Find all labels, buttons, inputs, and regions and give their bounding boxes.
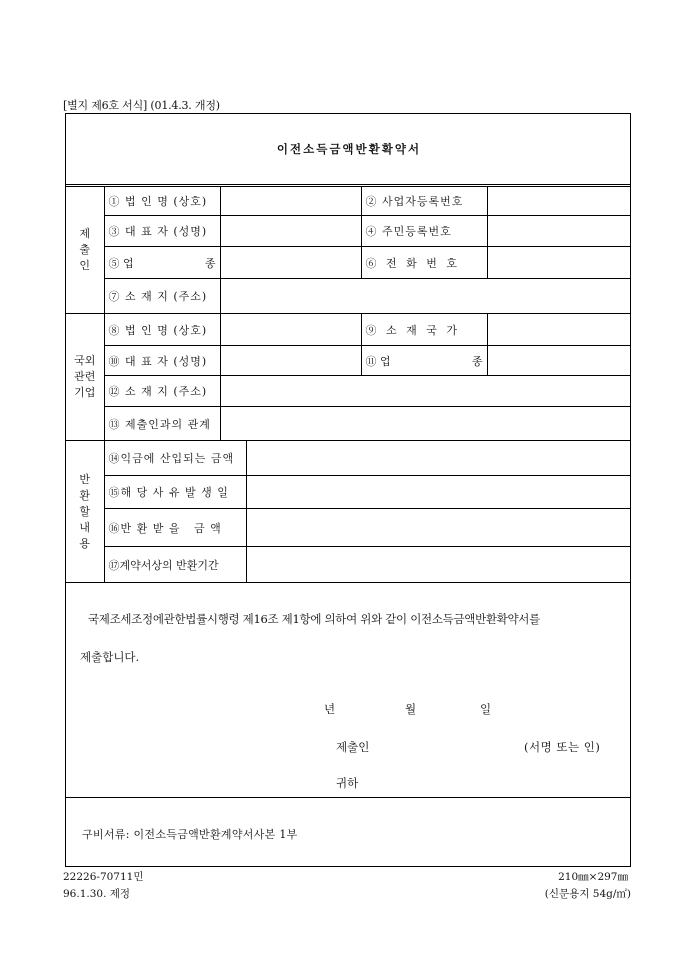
row-1 — [66, 187, 630, 216]
input-resident-number[interactable] — [487, 216, 630, 247]
input-foreign-representative[interactable] — [220, 346, 361, 376]
label-refund-amount: ⑯반 환 받 을 금 액 — [104, 509, 246, 547]
input-occurrence-date[interactable] — [246, 476, 630, 509]
input-country[interactable] — [487, 314, 630, 346]
date-day: 일 — [480, 702, 492, 716]
input-business-type[interactable] — [220, 247, 361, 279]
footer-date: 96.1.30. 제정 — [63, 888, 131, 900]
input-refund-amount[interactable] — [246, 509, 630, 547]
form-title: 이전소득금액반환확약서 — [276, 142, 422, 156]
row-2 — [66, 216, 630, 247]
row-8 — [66, 407, 630, 441]
row-11 — [66, 509, 630, 547]
label-foreign-representative: ⑩ 대 표 자 (성명) — [104, 346, 220, 376]
form-box — [65, 113, 631, 867]
label-relation: ⑬ 제출인과의 관계 — [104, 407, 220, 441]
form-header: [별지 제6호 서식] (01.4.3. 개정) — [63, 99, 220, 112]
footer-code: 22226-70711민 — [63, 871, 144, 883]
declaration-line-1: 국제조세조정에관한법률시행령 제16조 제1항에 의하여 위와 같이 이전소득금액반환확약서를 — [88, 612, 540, 626]
footer-size: 210㎜×297㎜ — [558, 871, 628, 883]
input-income-amount[interactable] — [246, 441, 630, 476]
footer-paper: (신문용지 54g/㎡) — [544, 888, 631, 900]
row-9 — [66, 441, 630, 476]
label-resident-number: ④ 주민등록번호 — [361, 216, 487, 247]
label-company-name: ① 법 인 명 (상호) — [104, 187, 220, 216]
section-refund-label: 반 환 할 내 용 — [79, 472, 91, 550]
declaration-block — [66, 585, 630, 798]
section-submitter — [66, 187, 104, 314]
section-submitter-label: 제 출 인 — [79, 227, 91, 272]
addressee-label: 귀하 — [336, 776, 359, 790]
title-divider — [66, 184, 630, 185]
label-business-number: ② 사업자등록번호 — [361, 187, 487, 216]
row-4 — [66, 279, 630, 314]
date-month: 월 — [405, 702, 417, 716]
label-income-amount: ⑭익금에 산입되는 금액 — [104, 441, 246, 476]
input-refund-period[interactable] — [246, 547, 630, 583]
input-foreign-name[interactable] — [220, 314, 361, 346]
input-foreign-address[interactable] — [220, 376, 630, 407]
label-business-type-b: 종 — [204, 256, 216, 270]
row-12 — [66, 547, 630, 583]
submitter-label: 제출인 — [336, 740, 370, 754]
form-table — [66, 186, 630, 583]
label-foreign-business-type-a: ⑪ 업 — [365, 354, 391, 368]
input-phone[interactable] — [487, 247, 630, 279]
row-7 — [66, 376, 630, 407]
label-country: ⑨ 소 재 국 가 — [361, 314, 487, 346]
row-10 — [66, 476, 630, 509]
label-refund-period: ⑰계약서상의 반환기간 — [104, 547, 246, 583]
signature-label: (서명 또는 인) — [524, 740, 601, 754]
label-address: ⑦ 소 재 지 (주소) — [104, 279, 220, 314]
row-3 — [66, 247, 630, 279]
row-6 — [66, 346, 630, 376]
input-address[interactable] — [220, 279, 630, 314]
row-5 — [66, 314, 630, 346]
label-foreign-business-type — [361, 346, 487, 376]
input-relation[interactable] — [220, 407, 630, 441]
label-foreign-business-type-b: 종 — [471, 354, 483, 368]
label-occurrence-date: ⑮해 당 사 유 발 생 일 — [104, 476, 246, 509]
input-business-number[interactable] — [487, 187, 630, 216]
label-representative: ③ 대 표 자 (성명) — [104, 216, 220, 247]
section-refund — [66, 441, 104, 583]
attachment-note: 구비서류: 이전소득금액반환계약서사본 1부 — [82, 828, 298, 841]
declaration-line-2: 제출합니다. — [80, 650, 140, 664]
input-foreign-business-type[interactable] — [487, 346, 630, 376]
label-business-type — [104, 247, 220, 279]
label-foreign-address: ⑫ 소 재 지 (주소) — [104, 376, 220, 407]
label-phone: ⑥ 전 화 번 호 — [361, 247, 487, 279]
label-business-type-a: ⑤ 업 — [108, 256, 134, 270]
input-company-name[interactable] — [220, 187, 361, 216]
date-year: 년 — [324, 702, 336, 716]
section-foreign — [66, 314, 104, 441]
section-foreign-label: 국외 관련 기업 — [74, 354, 96, 399]
label-foreign-name: ⑧ 법 인 명 (상호) — [104, 314, 220, 346]
input-representative[interactable] — [220, 216, 361, 247]
